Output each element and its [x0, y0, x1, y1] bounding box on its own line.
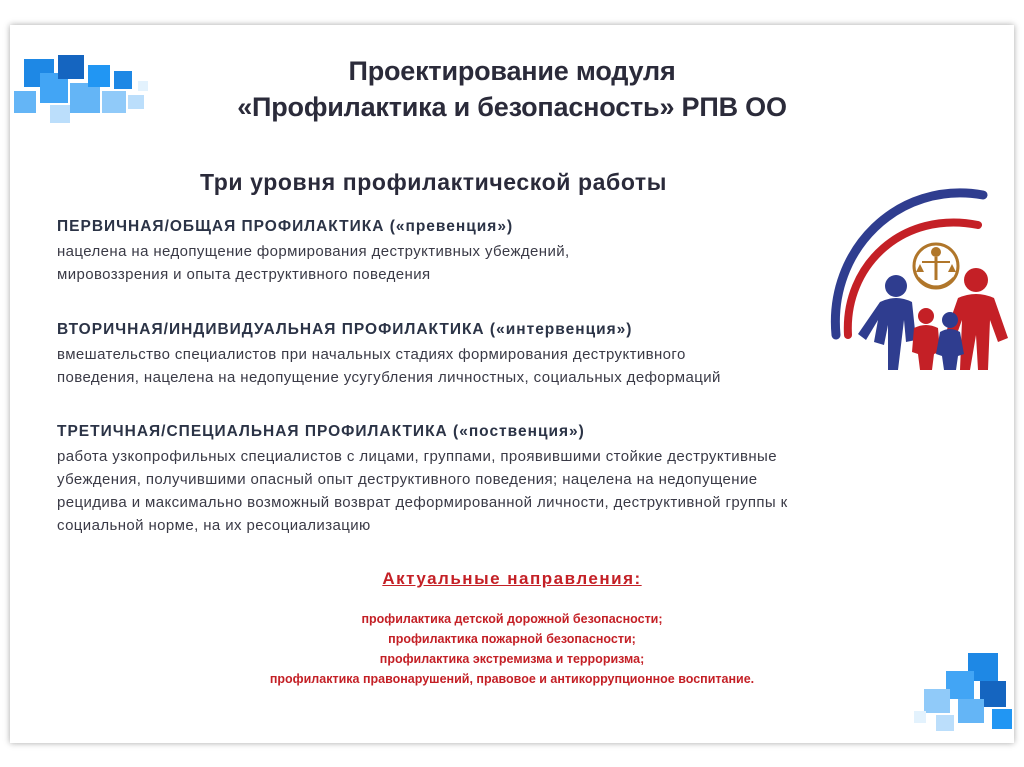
directions-list — [10, 609, 1014, 689]
slide — [10, 25, 1014, 743]
section-tertiary — [57, 423, 957, 537]
body-line: вмешательство специалистов при начальных стадиях формирования деструктивного — [57, 346, 686, 363]
scales-of-justice-emblem-icon — [914, 244, 958, 288]
title-line-2: «Профилактика и безопасность» РПВ ОО — [237, 92, 787, 122]
section-secondary — [57, 321, 721, 389]
directions-item: профилактика детской дорожной безопасности; — [361, 612, 663, 626]
directions-item: профилактика экстремизма и терроризма; — [379, 652, 645, 666]
page-title — [10, 53, 1014, 125]
body-line: поведения, нацелена на недопущение усугубления личностных, социальных деформаций — [57, 369, 721, 386]
body-line: нацелена на недопущение формирования деструктивных убеждений, — [57, 243, 570, 260]
section-body — [57, 445, 957, 537]
section-body — [57, 343, 721, 389]
directions-item: профилактика правонарушений, правовое и антикоррупционное воспитание. — [269, 672, 755, 686]
section-heading: ТРЕТИЧНАЯ/СПЕЦИАЛЬНАЯ ПРОФИЛАКТИКА («поственция») — [57, 423, 585, 440]
subtitle: Три уровня профилактической работы — [200, 169, 668, 195]
body-line: убеждения, получившими опасный опыт деструктивного поведения; нацелена на недопущение — [57, 471, 758, 488]
body-line: работа узкопрофильных специалистов с лицами, группами, проявившими стойкие деструктивные — [57, 448, 777, 465]
directions-item: профилактика пожарной безопасности; — [388, 632, 636, 646]
title-line-1: Проектирование модуля — [348, 56, 676, 86]
directions-title: Актуальные направления: — [382, 569, 642, 588]
section-body — [57, 240, 570, 286]
section-heading: ПЕРВИЧНАЯ/ОБЩАЯ ПРОФИЛАКТИКА («превенция») — [57, 218, 514, 235]
body-line: рецидива и максимально возможный возврат деформированной личности, деструктивной группы к — [57, 494, 788, 511]
body-line: мировоззрения и опыта деструктивного поведения — [57, 266, 431, 283]
section-primary — [57, 218, 570, 286]
family-protection-logo-icon — [818, 170, 1008, 380]
section-heading: ВТОРИЧНАЯ/ИНДИВИДУАЛЬНАЯ ПРОФИЛАКТИКА («интервенция») — [57, 321, 633, 338]
body-line: социальной норме, на их ресоциализацию — [57, 517, 371, 534]
